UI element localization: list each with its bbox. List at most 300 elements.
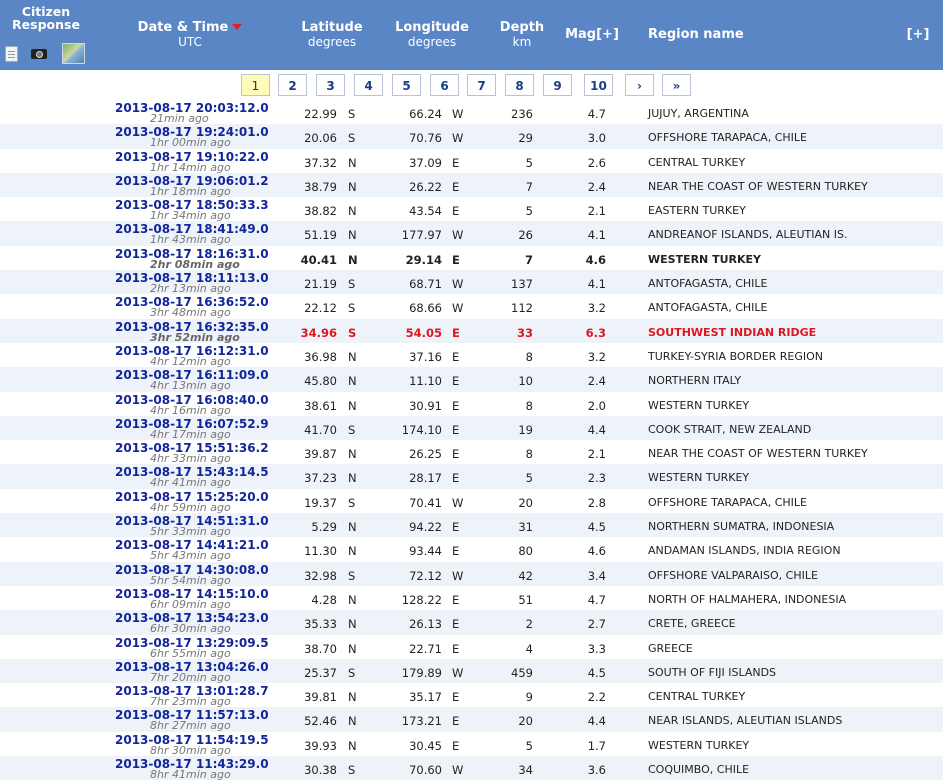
depth-value: 10 [518,374,533,389]
citizen-response-icons [5,44,89,64]
depth-value: 9 [525,690,533,705]
latitude-value: 11.30 [304,544,337,559]
table-row[interactable] [0,513,943,537]
table-row[interactable] [0,197,943,221]
latitude-value: 38.79 [304,179,337,194]
longitude-value: 26.22 [409,179,442,194]
time-ago: 3hr 52min ago [150,330,240,343]
table-row[interactable] [0,440,943,464]
region-column-header[interactable] [648,28,748,42]
region-name: ANTOFAGASTA, CHILE [648,301,768,315]
depth-value: 236 [511,107,533,121]
magnitude-value: 2.0 [587,398,606,413]
magnitude-value: 6.3 [585,325,606,340]
latitude-hemisphere: N [348,714,357,729]
event-datetime[interactable]: 2013-08-17 16:08:40.0 [115,392,269,407]
time-ago: 2hr 13min ago [150,282,231,295]
longitude-value: 28.17 [409,471,442,486]
latitude-hemisphere: S [348,277,356,292]
depth-value: 20 [518,495,533,510]
longitude-hemisphere: E [452,398,460,413]
latitude-value: 45.80 [304,374,337,389]
region-name: COOK STRAIT, NEW ZEALAND [648,422,812,436]
magnitude-value: 4.5 [587,520,606,535]
latitude-title: Latitude [301,20,363,35]
region-name: WESTERN TURKEY [648,398,750,412]
magnitude-value: 2.2 [587,690,606,705]
longitude-hemisphere: E [452,738,460,753]
depth-value: 5 [525,204,533,219]
time-ago: 6hr 09min ago [150,597,231,611]
region-name: NEAR THE COAST OF WESTERN TURKEY [648,179,868,193]
time-ago: 5hr 33min ago [150,525,231,538]
time-ago: 1hr 43min ago [150,233,231,246]
time-ago: 8hr 30min ago [150,743,231,757]
longitude-value: 70.60 [409,763,442,778]
region-name: CENTRAL TURKEY [648,690,746,704]
camera-icon[interactable] [31,49,47,59]
table-row[interactable] [0,124,943,148]
longitude-hemisphere: E [452,714,460,729]
region-name: WESTERN TURKEY [648,471,750,485]
latitude-hemisphere: S [348,568,356,583]
region-name: WESTERN TURKEY [648,738,750,752]
longitude-value: 37.09 [409,155,442,170]
event-datetime[interactable]: 2013-08-17 18:50:33.3 [115,198,269,213]
longitude-hemisphere: W [452,763,464,778]
longitude-title: Longitude [395,20,469,35]
time-ago: 1hr 14min ago [150,160,231,173]
longitude-hemisphere: E [452,592,460,607]
page-button-5[interactable]: 5 [392,74,421,96]
time-ago: 5hr 54min ago [150,573,231,586]
time-ago: 1hr 00min ago [150,136,231,149]
longitude-value: 179.89 [401,665,442,680]
longitude-value: 68.71 [409,277,442,292]
region-name: NORTHERN ITALY [648,374,742,388]
event-datetime[interactable]: 2013-08-17 16:11:09.0 [115,368,269,383]
pagination [0,70,943,100]
time-ago: 4hr 33min ago [150,452,231,465]
longitude-value: 43.54 [409,204,442,219]
latitude-column-header[interactable] [296,21,368,49]
depth-value: 459 [511,665,533,680]
magnitude-value: 2.1 [587,204,606,219]
region-name: JUJUY, ARGENTINA [648,107,749,120]
longitude-value: 177.97 [401,228,442,243]
magnitude-value: 4.5 [587,665,606,680]
magnitude-value: 3.0 [587,131,606,146]
time-ago: 4hr 13min ago [150,379,231,392]
expand-columns-button[interactable] [900,28,936,42]
latitude-hemisphere: N [348,690,357,705]
page-button-1[interactable]: 1 [241,74,270,96]
table-row[interactable] [0,270,943,294]
magnitude-value: 3.2 [587,349,606,364]
longitude-hemisphere: E [452,690,460,705]
magnitude-value: 4.1 [587,228,606,243]
magnitude-value: 2.6 [587,155,606,170]
event-datetime[interactable]: 2013-08-17 14:15:10.0 [115,586,269,601]
longitude-hemisphere: W [452,301,464,316]
longitude-hemisphere: W [452,228,464,243]
longitude-hemisphere: E [452,617,460,632]
date-time-title: Date & Time [137,20,229,35]
page-button-6[interactable]: 6 [430,74,459,96]
latitude-hemisphere: S [348,107,356,121]
longitude-hemisphere: E [452,422,460,437]
event-datetime[interactable]: 2013-08-17 11:43:29.0 [115,757,269,772]
depth-value: 8 [525,349,533,364]
depth-value: 33 [516,325,533,340]
latitude-value: 39.93 [304,738,337,753]
event-datetime[interactable]: 2013-08-17 14:51:31.0 [115,514,269,529]
event-datetime[interactable]: 2013-08-17 19:06:01.2 [115,173,269,188]
longitude-value: 70.76 [409,131,442,146]
longitude-value: 173.21 [401,714,442,729]
longitude-value: 22.71 [409,641,442,656]
longitude-value: 30.91 [409,398,442,413]
magnitude-value: 4.4 [587,422,606,437]
event-datetime[interactable]: 2013-08-17 18:11:13.0 [115,271,269,286]
table-row[interactable] [0,537,943,561]
region-name: NEAR THE COAST OF WESTERN TURKEY [648,447,868,461]
longitude-value: 26.13 [409,617,442,632]
latitude-hemisphere: N [348,252,358,267]
longitude-value: 93.44 [409,544,442,559]
latitude-hemisphere: N [348,617,357,632]
event-datetime[interactable]: 2013-08-17 14:30:08.0 [115,562,269,577]
latitude-value: 52.46 [304,714,337,729]
magnitude-value: 4.6 [587,544,606,559]
table-row[interactable] [0,221,943,245]
table-row[interactable] [0,149,943,173]
time-ago: 8hr 41min ago [150,768,231,780]
latitude-value: 36.98 [304,349,337,364]
event-datetime[interactable]: 2013-08-17 15:25:20.0 [115,489,269,504]
longitude-hemisphere: E [452,349,460,364]
event-datetime[interactable]: 2013-08-17 13:29:09.5 [115,635,269,650]
region-name: ANDAMAN ISLANDS, INDIA REGION [648,544,841,558]
latitude-value: 41.70 [304,422,337,437]
latitude-value: 39.81 [304,690,337,705]
latitude-hemisphere: N [348,228,357,243]
table-row[interactable] [0,319,943,343]
time-ago: 4hr 41min ago [150,476,231,489]
table-row[interactable] [0,294,943,318]
latitude-hemisphere: N [348,374,357,389]
event-datetime[interactable]: 2013-08-17 18:16:31.0 [115,246,269,261]
table-row[interactable] [0,610,943,634]
region-name: SOUTH OF FIJI ISLANDS [648,665,777,679]
time-ago: 1hr 18min ago [150,184,231,198]
table-row[interactable] [0,392,943,416]
document-icon[interactable] [5,46,18,62]
region-name: CENTRAL TURKEY [648,155,746,169]
latitude-hemisphere: N [348,447,357,462]
event-datetime[interactable]: 2013-08-17 14:41:21.0 [115,538,269,553]
region-name: NORTH OF HALMAHERA, INDONESIA [648,592,847,606]
map-icon[interactable] [62,43,85,64]
citizen-response-line2: Response [12,17,80,32]
event-datetime[interactable]: 2013-08-17 15:51:36.2 [115,441,269,456]
longitude-hemisphere: E [452,520,460,535]
depth-value: 29 [518,131,533,146]
page-button-12[interactable]: » [662,74,691,96]
time-ago: 6hr 55min ago [150,646,231,659]
longitude-hemisphere: E [452,204,460,219]
region-name: EASTERN TURKEY [648,204,746,218]
depth-value: 2 [525,617,533,632]
region-name: ANTOFAGASTA, CHILE [648,277,768,291]
longitude-value: 11.10 [409,374,442,389]
longitude-hemisphere: E [452,641,460,656]
longitude-hemisphere: W [452,568,464,583]
latitude-value: 39.87 [304,447,337,462]
citizen-response-header [6,5,86,31]
latitude-hemisphere: N [348,592,357,607]
event-datetime[interactable]: 2013-08-17 16:32:35.0 [115,319,269,334]
event-datetime[interactable]: 2013-08-17 11:54:19.5 [115,732,269,747]
magnitude-value: 4.7 [587,592,606,607]
depth-value: 5 [525,471,533,486]
latitude-hemisphere: N [348,155,357,170]
table-row[interactable] [0,367,943,391]
magnitude-value: 3.6 [587,763,606,778]
longitude-value: 174.10 [401,422,442,437]
region-name: NORTHERN SUMATRA, INDONESIA [648,520,835,534]
latitude-value: 34.96 [300,325,337,340]
table-row[interactable] [0,416,943,440]
longitude-value: 35.17 [409,690,442,705]
latitude-value: 22.12 [304,301,337,316]
region-name: CRETE, GREECE [648,617,736,631]
depth-value: 80 [518,544,533,559]
latitude-unit: degrees [307,35,357,49]
longitude-value: 54.05 [405,325,442,340]
latitude-value: 51.19 [304,228,337,243]
table-row[interactable] [0,489,943,513]
magnitude-column-header[interactable] [560,28,624,42]
longitude-value: 70.41 [409,495,442,510]
region-name: SOUTHWEST INDIAN RIDGE [648,325,817,339]
time-ago: 2hr 08min ago [150,257,240,271]
depth-value: 34 [518,763,533,778]
latitude-hemisphere: S [348,325,357,340]
longitude-column-header[interactable] [394,21,470,49]
depth-value: 31 [518,520,533,535]
region-name: COQUIMBO, CHILE [648,763,750,777]
region-name: TURKEY-SYRIA BORDER REGION [648,349,824,363]
magnitude-value: 4.7 [587,107,606,121]
latitude-hemisphere: S [348,495,356,510]
time-ago: 6hr 30min ago [150,622,231,635]
latitude-value: 22.99 [304,107,337,121]
page-button-9[interactable]: 9 [543,74,572,96]
expand-label[interactable]: [+] [906,27,930,42]
region-name: OFFSHORE TARAPACA, CHILE [648,131,807,145]
magnitude-value: 2.4 [587,179,606,194]
event-datetime[interactable]: 2013-08-17 16:36:52.0 [115,295,269,310]
latitude-value: 25.37 [304,665,337,680]
longitude-hemisphere: E [452,447,460,462]
longitude-hemisphere: E [452,252,460,267]
depth-value: 51 [518,592,533,607]
table-row[interactable] [0,464,943,488]
depth-value: 8 [525,398,533,413]
latitude-value: 37.23 [304,471,337,486]
magnitude-value: 4.4 [587,714,606,729]
region-name: NEAR ISLANDS, ALEUTIAN ISLANDS [648,714,843,728]
depth-unit: km [512,35,532,49]
table-row[interactable] [0,562,943,586]
time-ago: 4hr 12min ago [150,354,231,368]
longitude-hemisphere: E [452,155,460,170]
magnitude-value: 3.3 [587,641,606,656]
depth-value: 5 [525,738,533,753]
latitude-hemisphere: S [348,665,356,680]
depth-title: Depth [499,20,545,35]
latitude-value: 20.06 [304,131,337,146]
depth-value: 8 [525,447,533,462]
latitude-value: 30.38 [304,763,337,778]
page-button-2[interactable]: 2 [278,74,307,96]
longitude-hemisphere: E [452,374,460,389]
event-datetime[interactable]: 2013-08-17 13:01:28.7 [115,684,269,699]
event-datetime[interactable]: 2013-08-17 16:07:52.9 [115,416,269,431]
magnitude-title[interactable]: Mag[+] [565,27,619,42]
time-ago: 7hr 23min ago [150,695,231,708]
time-ago: 3hr 48min ago [150,306,231,319]
time-ago: 4hr 59min ago [150,500,231,514]
table-row[interactable] [0,586,943,610]
longitude-value: 26.25 [409,447,442,462]
table-row[interactable] [0,707,943,731]
sort-descending-icon [232,24,242,30]
magnitude-value: 4.6 [585,252,606,267]
latitude-value: 40.41 [300,252,337,267]
longitude-value: 128.22 [401,592,442,607]
table-header [0,0,943,70]
longitude-value: 72.12 [409,568,442,583]
latitude-hemisphere: N [348,738,357,753]
latitude-value: 21.19 [304,277,337,292]
event-datetime[interactable]: 2013-08-17 11:57:13.0 [115,708,269,723]
latitude-hemisphere: N [348,349,357,364]
region-name: OFFSHORE VALPARAISO, CHILE [648,568,818,582]
latitude-hemisphere: N [348,641,357,656]
table-row[interactable] [0,173,943,197]
magnitude-value: 2.1 [587,447,606,462]
depth-value: 19 [518,422,533,437]
latitude-hemisphere: N [348,544,357,559]
page-button-10[interactable]: 10 [584,74,613,96]
latitude-value: 32.98 [304,568,337,583]
depth-value: 4 [525,641,533,656]
page-button-3[interactable]: 3 [316,74,345,96]
region-name: ANDREANOF ISLANDS, ALEUTIAN IS. [648,228,848,242]
depth-value: 42 [518,568,533,583]
latitude-value: 35.33 [304,617,337,632]
latitude-value: 38.70 [304,641,337,656]
table-row[interactable] [0,756,943,780]
latitude-hemisphere: N [348,520,357,535]
table-row[interactable] [0,343,943,367]
depth-value: 7 [525,179,533,194]
latitude-value: 37.32 [304,155,337,170]
depth-column-header[interactable] [496,21,548,49]
page-button-7[interactable]: 7 [467,74,496,96]
longitude-unit: degrees [407,35,457,49]
event-datetime[interactable]: 2013-08-17 19:10:22.0 [115,149,269,164]
page-button-8[interactable]: 8 [505,74,534,96]
date-time-column-header[interactable] [135,21,245,49]
depth-value: 112 [511,301,533,316]
longitude-value: 66.24 [409,107,442,121]
longitude-hemisphere: W [452,277,464,292]
latitude-value: 38.82 [304,204,337,219]
depth-value: 137 [511,277,533,292]
magnitude-value: 2.4 [587,374,606,389]
depth-value: 5 [525,155,533,170]
time-ago: 5hr 43min ago [150,549,231,562]
event-datetime[interactable]: 2013-08-17 13:04:26.0 [115,659,269,674]
latitude-hemisphere: N [348,398,357,413]
magnitude-value: 2.3 [587,471,606,486]
magnitude-value: 3.2 [587,301,606,316]
longitude-value: 94.22 [409,520,442,535]
event-datetime[interactable]: 2013-08-17 18:41:49.0 [115,222,269,237]
latitude-value: 4.28 [311,592,337,607]
table-row[interactable] [0,683,943,707]
latitude-hemisphere: N [348,471,357,486]
magnitude-value: 2.7 [587,617,606,632]
latitude-hemisphere: S [348,763,356,778]
region-name: WESTERN TURKEY [648,252,762,266]
time-ago: 7hr 20min ago [150,670,231,684]
event-datetime[interactable]: 2013-08-17 15:43:14.5 [115,465,269,480]
latitude-value: 38.61 [304,398,337,413]
longitude-value: 29.14 [405,252,442,267]
longitude-hemisphere: E [452,179,460,194]
table-row[interactable] [0,635,943,659]
magnitude-value: 3.4 [587,568,606,583]
latitude-hemisphere: S [348,422,356,437]
magnitude-value: 4.1 [587,277,606,292]
latitude-value: 19.37 [304,495,337,510]
time-ago: 1hr 34min ago [150,209,231,222]
page-button-4[interactable]: 4 [354,74,383,96]
event-datetime[interactable]: 2013-08-17 16:12:31.0 [115,343,269,358]
table-row[interactable] [0,659,943,683]
latitude-hemisphere: S [348,301,356,316]
page-button-11[interactable]: › [625,74,654,96]
table-row[interactable] [0,732,943,756]
table-row[interactable] [0,100,943,124]
longitude-hemisphere: W [452,131,464,146]
event-datetime[interactable]: 2013-08-17 20:03:12.0 [115,101,269,115]
event-datetime[interactable]: 2013-08-17 13:54:23.0 [115,611,269,626]
longitude-value: 68.66 [409,301,442,316]
longitude-hemisphere: E [452,471,460,486]
table-row[interactable] [0,246,943,270]
citizen-response-line1: Citizen [21,4,71,19]
event-datetime[interactable]: 2013-08-17 19:24:01.0 [115,125,269,140]
region-title: Region name [648,27,744,42]
longitude-hemisphere: E [452,325,460,340]
magnitude-value: 2.8 [587,495,606,510]
longitude-value: 37.16 [409,349,442,364]
